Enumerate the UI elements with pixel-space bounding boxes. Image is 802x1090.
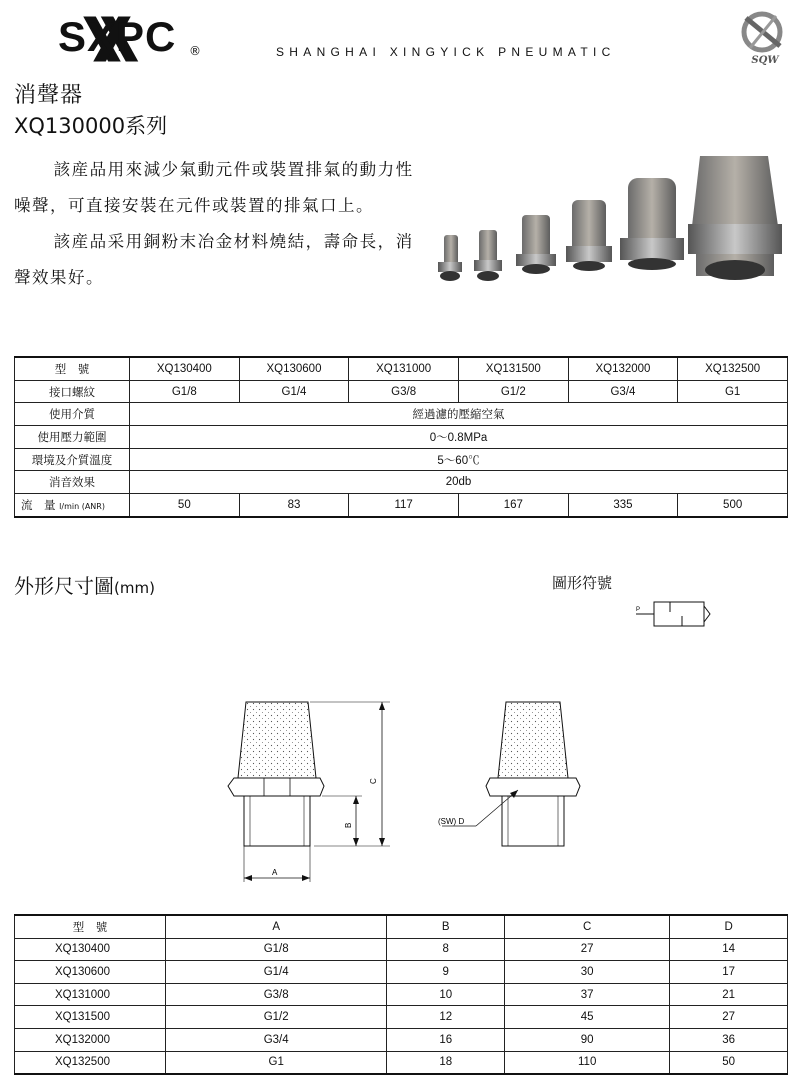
table-row (15, 1006, 788, 1029)
table-cell: 45 (505, 1006, 670, 1029)
symbol-port-label: P (636, 607, 641, 613)
table-cell: XQ130600 (15, 961, 166, 984)
table-cell: 335 (568, 494, 678, 517)
table-cell: 12 (387, 1006, 505, 1029)
product-photo (430, 140, 792, 300)
table-cell: 27 (670, 1006, 788, 1029)
table-cell: 50 (130, 494, 240, 517)
table-cell: 110 (505, 1051, 670, 1074)
table-row (15, 448, 788, 471)
table-cell: 18 (387, 1051, 505, 1074)
table-row (15, 403, 788, 426)
table-cell: 9 (387, 961, 505, 984)
table-cell: 30 (505, 961, 670, 984)
table-row (15, 1051, 788, 1074)
muffler-symbol-icon (632, 598, 712, 630)
table-cell: G1/4 (166, 961, 387, 984)
table-header-cell: 消音效果 (15, 471, 130, 494)
flow-label: 流 量 (21, 497, 56, 512)
table-cell: XQ131000 (349, 357, 459, 380)
table-cell: 16 (387, 1028, 505, 1051)
product-description (14, 152, 414, 296)
table-cell: XQ131000 (15, 983, 166, 1006)
dimension-drawing (210, 690, 630, 890)
table-header-cell: 環境及介質溫度 (15, 448, 130, 471)
table-row (15, 983, 788, 1006)
spec-table (14, 356, 788, 518)
table-cell: 20db (130, 471, 788, 494)
flow-unit: l/min (ANR) (59, 501, 105, 511)
table-cell: G3/8 (166, 983, 387, 1006)
side-view (438, 702, 580, 846)
dimension-title-text: 外形尺寸圖 (14, 574, 114, 598)
table-cell: G1/2 (166, 1006, 387, 1029)
table-cell: 17 (670, 961, 788, 984)
table-header-cell: 型 號 (15, 915, 166, 938)
table-cell: 167 (458, 494, 568, 517)
brand-name: SXPC (58, 13, 177, 60)
table-row (15, 938, 788, 961)
dim-d-label: (SW) D (438, 817, 465, 826)
dim-b-label: B (344, 822, 353, 828)
table-header-cell: 型 號 (15, 357, 130, 380)
table-cell: 21 (670, 983, 788, 1006)
table-cell: 5～60℃ (130, 448, 788, 471)
table-header-cell: A (166, 915, 387, 938)
table-cell: 90 (505, 1028, 670, 1051)
table-row (15, 357, 788, 380)
table-row (15, 426, 788, 449)
dimension-title (14, 570, 155, 599)
front-view (228, 702, 390, 882)
table-cell: XQ132000 (568, 357, 678, 380)
table-row (15, 915, 788, 938)
table-cell: 83 (239, 494, 349, 517)
table-header-cell: 使用介質 (15, 403, 130, 426)
dim-a-label: A (272, 868, 278, 877)
table-cell: XQ132000 (15, 1028, 166, 1051)
sqw-mark-text: SQW (751, 55, 779, 66)
table-cell: G1 (678, 380, 788, 403)
table-cell: XQ130600 (239, 357, 349, 380)
table-cell: G3/8 (349, 380, 459, 403)
table-cell: G1/8 (130, 380, 240, 403)
table-row (15, 471, 788, 494)
series-title: XQ130000系列 (14, 114, 168, 138)
dim-c-label: C (369, 778, 378, 784)
table-cell: 14 (670, 938, 788, 961)
table-cell: XQ132500 (15, 1051, 166, 1074)
table-cell: XQ130400 (130, 357, 240, 380)
table-row (15, 1028, 788, 1051)
table-cell: XQ131500 (458, 357, 568, 380)
table-cell: XQ131500 (15, 1006, 166, 1029)
table-row (15, 494, 788, 517)
table-cell: 37 (505, 983, 670, 1006)
table-cell: 36 (670, 1028, 788, 1051)
table-header-cell: 使用壓力範圍 (15, 426, 130, 449)
table-header-cell: 接口螺紋 (15, 380, 130, 403)
table-cell: 117 (349, 494, 459, 517)
table-cell: XQ132500 (678, 357, 788, 380)
product-title: 消聲器 (14, 83, 84, 108)
table-cell: XQ130400 (15, 938, 166, 961)
table-cell: G3/4 (166, 1028, 387, 1051)
table-cell: 10 (387, 983, 505, 1006)
table-cell: 50 (670, 1051, 788, 1074)
description-paragraph: 該産品用來減少氣動元件或裝置排氣的動力性噪聲，可直接安裝在元件或裝置的排氣口上。 (14, 160, 414, 215)
table-header-cell: B (387, 915, 505, 938)
company-name: SHANGHAI XINGYICK PNEUMATIC (276, 45, 616, 59)
description-paragraph: 該産品采用銅粉末冶金材料燒結，壽命長，消聲效果好。 (14, 232, 414, 287)
table-cell: 27 (505, 938, 670, 961)
symbol-title: 圖形符號 (552, 574, 613, 592)
dimension-table (14, 914, 788, 1075)
table-cell: G1/2 (458, 380, 568, 403)
table-cell: G1/4 (239, 380, 349, 403)
table-cell: G3/4 (568, 380, 678, 403)
table-header-cell: D (670, 915, 788, 938)
table-cell: 8 (387, 938, 505, 961)
table-header-cell (15, 494, 130, 517)
table-cell: G1/8 (166, 938, 387, 961)
table-cell: 經過濾的壓縮空氣 (130, 403, 788, 426)
table-cell: 500 (678, 494, 788, 517)
table-row (15, 380, 788, 403)
dimension-unit: (mm) (114, 579, 155, 597)
registered-mark: ® (189, 44, 201, 58)
table-row (15, 961, 788, 984)
table-cell: 0～0.8MPa (130, 426, 788, 449)
table-cell: G1 (166, 1051, 387, 1074)
table-header-cell: C (505, 915, 670, 938)
